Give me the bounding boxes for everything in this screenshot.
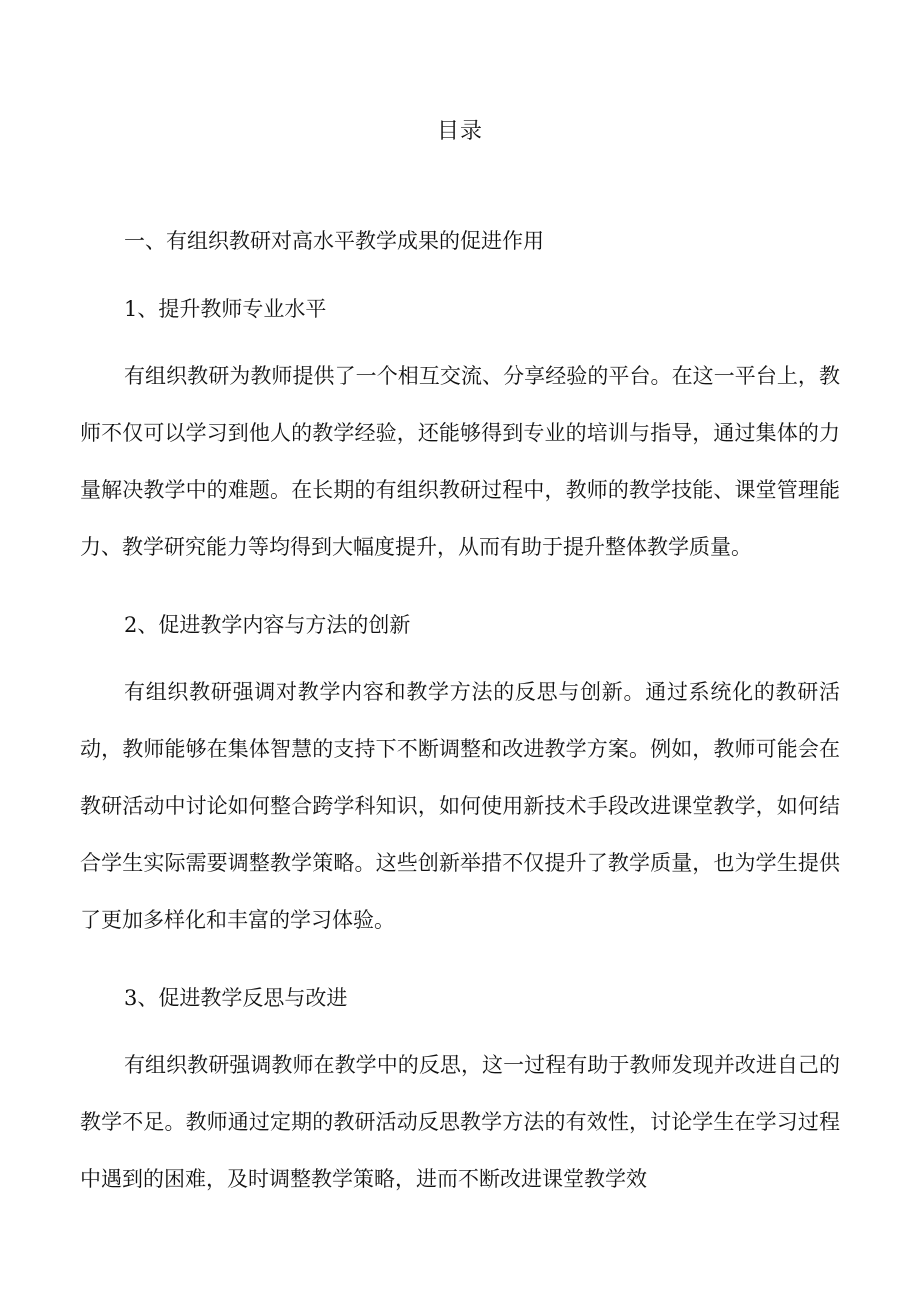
subsection-heading-3: 3、促进教学反思与改进 bbox=[124, 986, 348, 1010]
section-heading-1: 一、有组织教研对高水平教学成果的促进作用 bbox=[124, 229, 544, 253]
paragraph-1: 有组织教研为教师提供了一个相互交流、分享经验的平台。在这一平台上，教师不仅可以学习到他人的教学经验，还能够得到专业的培训与指导，通过集体的力量解决教学中的难题。在长期的有组织教研过程中，教师的教学技能、课堂管理能力、教学研究能力等均得到大幅度提升，从而有助于提升整体教学质量。 bbox=[80, 364, 840, 559]
subsection-heading-1: 1、提升教师专业水平 bbox=[124, 297, 327, 321]
toc-title: 目录 bbox=[436, 119, 483, 144]
subsection-heading-2: 2、促进教学内容与方法的创新 bbox=[124, 613, 411, 637]
document-body bbox=[80, 222, 840, 1238]
paragraph-2: 有组织教研强调对教学内容和教学方法的反思与创新。通过系统化的教研活动，教师能够在集体智慧的支持下不断调整和改进教学方案。例如，教师可能会在教研活动中讨论如何整合跨学科知识，如何使用新技术手段改进课堂教学，如何结合学生实际需要调整教学策略。这些创新举措不仅提升了教学质量，也为学生提供了更加多样化和丰富的学习体验。 bbox=[80, 680, 840, 932]
paragraph-3: 有组织教研强调教师在教学中的反思，这一过程有助于教师发现并改进自己的教学不足。教师通过定期的教研活动反思教学方法的有效性，讨论学生在学习过程中遇到的困难，及时调整教学策略，进而不断改进课堂教学效 bbox=[80, 1053, 840, 1191]
